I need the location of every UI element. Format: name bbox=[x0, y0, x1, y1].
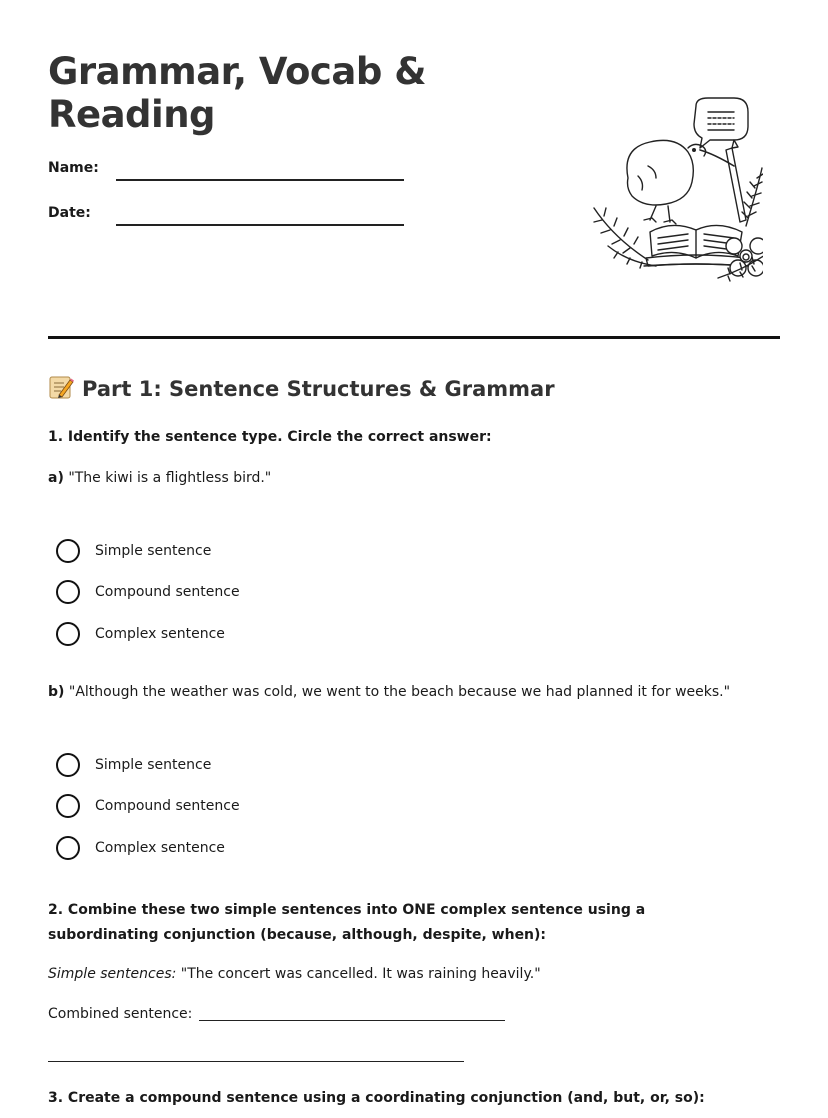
question-1b-sentence: "Although the weather was cold, we went to the beach because we had planned it for weeks." bbox=[68, 684, 731, 700]
option-label: Simple sentence bbox=[95, 756, 212, 773]
question-1-prompt: 1. Identify the sentence type. Circle the correct answer: bbox=[48, 429, 492, 445]
question-1a bbox=[48, 466, 271, 491]
date-input-line[interactable] bbox=[116, 224, 404, 226]
option-1b-complex[interactable] bbox=[56, 827, 240, 869]
part1-heading bbox=[48, 373, 555, 405]
question-1a-sentence: "The kiwi is a flightless bird." bbox=[68, 470, 272, 486]
option-label: Complex sentence bbox=[95, 839, 225, 856]
part1-title: Part 1: Sentence Structures & Grammar bbox=[82, 377, 555, 401]
option-1a-complex[interactable] bbox=[56, 613, 240, 655]
option-1a-compound[interactable] bbox=[56, 572, 240, 614]
question-2-prompt: 2. Combine these two simple sentences into ONE complex sentence using a subordinating conjunction (because, although, despite, when): bbox=[48, 902, 646, 943]
title-line-1: Grammar, Vocab & bbox=[48, 50, 426, 93]
question-1a-label: a) bbox=[48, 470, 64, 486]
radio-circle[interactable] bbox=[56, 539, 80, 563]
simple-sentences-text: "The concert was cancelled. It was raining heavily." bbox=[180, 966, 541, 982]
date-label: Date: bbox=[48, 205, 91, 221]
memo-icon bbox=[48, 374, 74, 400]
radio-circle[interactable] bbox=[56, 836, 80, 860]
radio-circle[interactable] bbox=[56, 794, 80, 818]
question-1a-options bbox=[56, 530, 240, 655]
title-line-2: Reading bbox=[48, 93, 216, 136]
option-label: Complex sentence bbox=[95, 625, 225, 642]
question-3-prompt: 3. Create a compound sentence using a coordinating conjunction (and, but, or, so): bbox=[48, 1090, 705, 1106]
name-input-line[interactable] bbox=[116, 179, 404, 181]
combined-sentence-label: Combined sentence: bbox=[48, 1006, 193, 1022]
kiwi-reading-illustration bbox=[538, 96, 763, 288]
name-field[interactable] bbox=[48, 158, 408, 188]
combined-sentence-blank[interactable] bbox=[199, 1020, 505, 1021]
radio-circle[interactable] bbox=[56, 622, 80, 646]
option-1b-simple[interactable] bbox=[56, 744, 240, 786]
question-1b-options bbox=[56, 744, 240, 869]
option-label: Compound sentence bbox=[95, 798, 240, 815]
option-1a-simple[interactable] bbox=[56, 530, 240, 572]
radio-circle[interactable] bbox=[56, 580, 80, 604]
question-1b-label: b) bbox=[48, 684, 65, 700]
kiwi-bird-icon bbox=[627, 140, 734, 224]
section-divider bbox=[48, 336, 780, 339]
worksheet-page bbox=[48, 0, 780, 1118]
pencil-icon bbox=[726, 140, 746, 222]
worksheet-title bbox=[48, 50, 468, 136]
date-field[interactable] bbox=[48, 203, 408, 233]
option-label: Compound sentence bbox=[95, 584, 240, 601]
question-2-simple-sentences bbox=[48, 962, 541, 987]
name-label: Name: bbox=[48, 160, 99, 176]
question-1b bbox=[48, 680, 730, 705]
option-1b-compound[interactable] bbox=[56, 786, 240, 828]
combined-sentence-blank-line-2[interactable] bbox=[48, 1061, 464, 1062]
simple-sentences-label: Simple sentences: bbox=[48, 966, 177, 982]
option-label: Simple sentence bbox=[95, 542, 212, 559]
radio-circle[interactable] bbox=[56, 753, 80, 777]
question-2-combined bbox=[48, 1002, 505, 1027]
speech-bubble-icon bbox=[694, 98, 748, 148]
